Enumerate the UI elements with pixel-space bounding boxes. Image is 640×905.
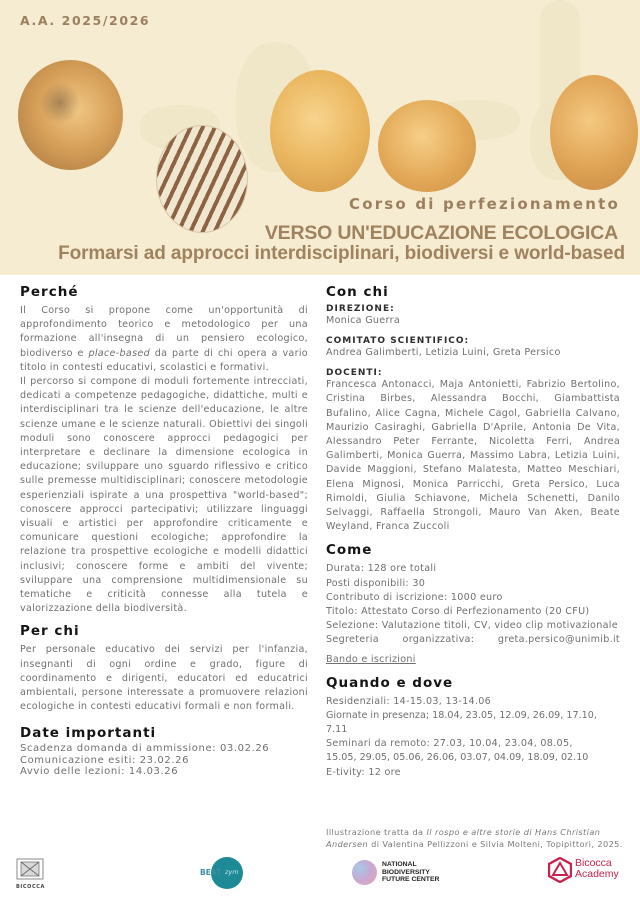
credit-book-title: Il rospo e altre storie di Hans Christian — [426, 827, 601, 837]
schedule-line: Residenziali: 14-15.03, 13-14.06 — [326, 696, 492, 708]
hero-banner — [0, 0, 640, 275]
nbfc-line: NATIONAL — [382, 861, 417, 868]
perche-p1-text: Il Corso si propone come un'opportunità di approfondimento teorico e metodologico per una formazione all'insegna di un pensiero ecologico, biodiverso e — [20, 305, 308, 359]
beat-logo — [200, 857, 246, 891]
section-come — [326, 542, 620, 667]
date-line: Comunicazione esiti: 23.02.26 — [20, 754, 190, 766]
bicocca-university-logo — [16, 858, 44, 888]
schedule-line: Giornate in presenza; 18.04, 23.05, 12.09, 26.09, 17.10, 7.11 — [326, 710, 597, 736]
comitato-label: COMITATO SCIENTIFICO: — [326, 336, 470, 347]
schedule-line: E-tivity: 12 ore — [326, 766, 401, 778]
nbfc-globe-icon — [352, 860, 377, 885]
con-chi-heading: Con chi — [326, 284, 389, 300]
come-heading: Come — [326, 542, 373, 559]
beat-wordmark: BEAT — [200, 868, 222, 877]
perche-heading: Perché — [20, 284, 79, 300]
course-type: Corso di perfezionamento — [348, 195, 620, 213]
beat-wordmark-suffix: zym — [225, 868, 239, 876]
docenti-list: Francesca Antonacci, Maja Antonietti, Fabrizio Bertolino, Cristina Birbes, Alessandra Bocchi, Giambattista Bufalino, Alice Cagna, Michele Cagol, Gabriella Calvano, Maurizio Casiraghi, Gabriella D'Aprile, Antonia De Vita, Alessandro Peter Ferrante, Nicoletta Ferri, Andrea Galimberti, Monica Guerra, Massimo Labra, Letizia Luini, Davide Maggioni, Stefano Malatesta, Matteo Meschiari, Elena Mignosi, Monica Parricchi, Greta Persico, Luca Rimoldi, Giulia Schiavone, Michela Schenetti, Danilo Selvaggi, Raffaella Strongoli, Mauro Van Aken, Beate Weyland, Franca Zuccoli — [326, 379, 620, 533]
credit-suffix: di Valentina Pellizzoni e Silvia Molteni, Topipittori, 2025. — [368, 839, 623, 849]
nbfc-wordmark — [382, 861, 439, 884]
date-line: Avvio delle lezioni: 14.03.26 — [20, 766, 179, 778]
section-quando-dove — [326, 675, 620, 780]
bicocca-wordmark: BICOCCA — [16, 884, 45, 890]
per-chi-heading: Per chi — [20, 623, 80, 640]
section-con-chi — [326, 284, 620, 534]
nbfc-line: BIODIVERSITY — [382, 868, 430, 876]
bicocca-emblem-icon — [16, 858, 44, 880]
academy-line: Bicocca — [575, 857, 612, 869]
academy-line: Academy — [575, 868, 619, 880]
come-line: Selezione: Valutazione titoli, CV, video clip motivazionale — [326, 619, 618, 631]
quando-dove-heading: Quando e dove — [326, 675, 454, 692]
come-line: Durata: 128 ore totali — [326, 563, 437, 575]
date-importanti-heading: Date importanti — [20, 725, 157, 742]
secretariat-email[interactable]: Segreteria organizzativa: greta.persico@unimib.it — [326, 633, 620, 645]
right-column — [326, 284, 620, 780]
schedule-line: Seminari da remoto: 27.03, 10.04, 23.04, 08.05, — [326, 738, 573, 750]
perche-p2-text: Il percorso si compone di moduli fortemente intrecciati, dedicati a competenze pedagogiche, didattiche, multi e interdisciplinari tra le scienze dell'educazione, le altre scienze umane e le scienze naturali. Obiettivi dei singoli moduli sono conoscere approcci pedagogici per interpretare e declinare la dimensione ecologica in educazione; sviluppare uno sguardo riflessivo e critico sulle premesse multidisciplinari; conoscere metodologie esperienziali ispirate a una prospettiva "world-based"; conoscere approcci partecipativi; utilizzare linguaggi visuali e artistici per approfondire criticamente e comunicare questioni ecologiche; approfondire la relazione tra prospettive ecologiche e modelli didattici inclusivi; conoscere forme e ambiti del vivente; sviluppare una comprensione multidimensionale su tematiche e criticità connesse alla tutela e valorizzazione della biodiversità. — [20, 376, 308, 615]
section-perche — [20, 284, 308, 616]
perche-p1-emphasis: place-based — [88, 347, 150, 359]
academic-year: A.A. 2025/2026 — [20, 13, 151, 28]
academy-hexagon-icon — [548, 857, 572, 883]
illustration-credit — [326, 826, 626, 850]
come-line: Contributo di iscrizione: 1000 euro — [326, 591, 503, 603]
nbfc-line: FUTURE CENTER — [382, 876, 440, 883]
direzione-value: Monica Guerra — [326, 315, 401, 326]
direzione-label: DIREZIONE: — [326, 304, 395, 314]
bando-iscrizioni-link[interactable]: Bando e iscrizioni — [326, 653, 416, 665]
date-line: Scadenza domanda di ammissione: 03.02.26 — [20, 743, 270, 755]
comitato-value: Andrea Galimberti, Letizia Luini, Greta Persico — [326, 347, 561, 359]
per-chi-text: Per personale educativo dei servizi per l'infanzia, insegnanti di ogni ordine e grado, figure di coordinamento e dirigenti, educatori ed educatrici ambientali, persone interessate a promuovere relazioni ecologiche in contesti educativi formali e non formali. — [20, 644, 308, 713]
perche-text — [20, 304, 308, 616]
course-title: VERSO UN'EDUCAZIONE ECOLOGICA — [264, 222, 618, 244]
credit-prefix: Illustrazione tratta da — [326, 827, 427, 837]
perche-p1-text-end: da parte di chi opera a vario titolo in contesti educativi, scolastici e formativi. — [20, 347, 308, 373]
left-column — [20, 284, 308, 778]
nbfc-logo — [352, 860, 452, 886]
schedule-line: 15.05, 29.05, 05.06, 26.06, 03.07, 04.09, 18.09, 02.10 — [326, 752, 589, 764]
section-date-importanti — [20, 725, 308, 778]
bicocca-academy-logo — [548, 857, 628, 887]
come-line: Titolo: Attestato Corso di Perfezionamento (20 CFU) — [326, 605, 590, 617]
academy-wordmark — [575, 858, 619, 880]
docenti-label: DOCENTI: — [326, 368, 383, 379]
come-line: Posti disponibili: 30 — [326, 577, 426, 589]
section-per-chi — [20, 623, 308, 714]
course-subtitle: Formarsi ad approcci interdisciplinari, biodiversi e world-based — [58, 243, 625, 264]
credit-book-title-end: Andersen — [326, 839, 369, 849]
